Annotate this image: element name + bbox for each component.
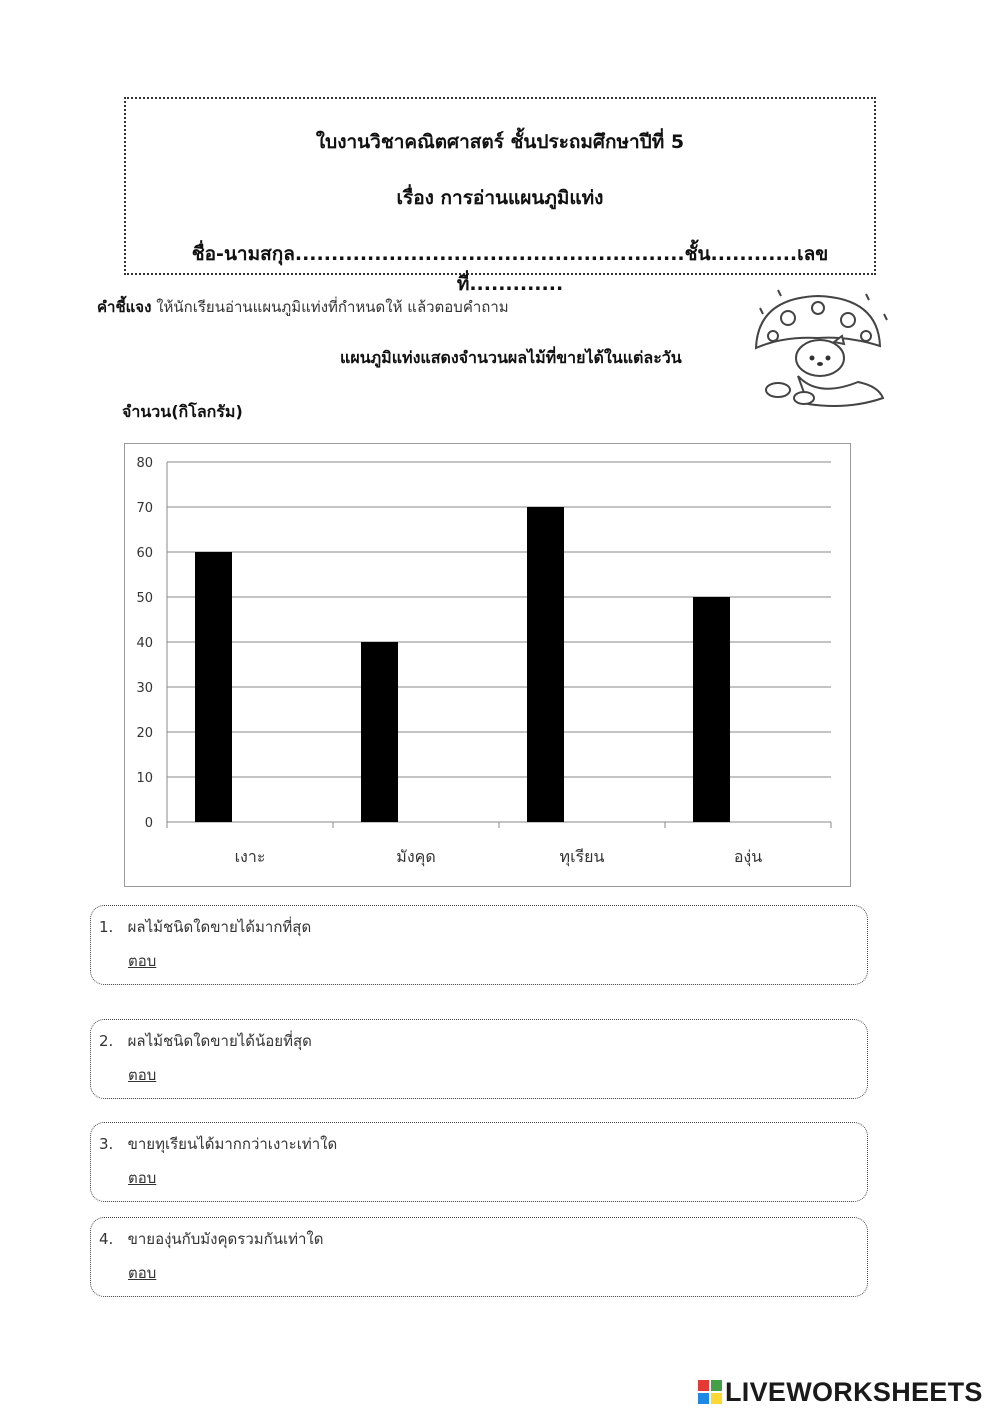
answer-label-4[interactable]: ตอบ (128, 1264, 157, 1282)
x-category-label: ทุเรียน (559, 847, 605, 866)
y-tick-label: 50 (136, 591, 153, 606)
bar-1 (195, 552, 232, 822)
bar-3 (527, 507, 564, 822)
worksheet-title: ใบงานวิชาคณิตศาสตร์ ชั้นประถมศึกษาปีที่ 5 (315, 131, 685, 153)
y-tick-label: 10 (136, 771, 153, 786)
x-category-label: มังคุด (396, 847, 436, 866)
liveworksheets-logo-icon (697, 1379, 723, 1405)
question-box-4 (90, 1217, 868, 1297)
y-tick-label: 70 (136, 501, 153, 516)
worksheet-subject: เรื่อง การอ่านแผนภูมิแท่ง (396, 187, 604, 209)
y-axis-title: จำนวน(กิโลกรัม) (122, 402, 243, 421)
question-3: 3. ขายทุเรียนได้มากกว่าเงาะเท่าใด (99, 1135, 338, 1153)
bar-2 (361, 642, 398, 822)
name-class-number-line: ชื่อ-นามสกุล......................................................ชั้น............เลขที่............. (191, 243, 829, 295)
header-box (124, 97, 876, 295)
answer-label-1[interactable]: ตอบ (128, 952, 157, 970)
instructions-text: ให้นักเรียนอ่านแผนภูมิแท่งที่กำหนดให้ แล้วตอบคำถาม (151, 298, 509, 316)
question-2: 2. ผลไม้ชนิดใดขายได้น้อยที่สุด (99, 1032, 312, 1050)
question-box-1 (90, 905, 868, 985)
y-tick-label: 0 (144, 816, 153, 831)
x-category-label: เงาะ (234, 847, 266, 866)
instructions-label: คำชี้แจง (97, 298, 152, 316)
question-box-3 (90, 1122, 868, 1202)
liveworksheets-logo (697, 1375, 983, 1409)
y-tick-label: 60 (136, 546, 153, 561)
answer-label-3[interactable]: ตอบ (128, 1169, 157, 1187)
question-4: 4. ขายองุ่นกับมังคุดรวมกันเท่าใด (99, 1230, 324, 1248)
question-1: 1. ผลไม้ชนิดใดขายได้มากที่สุด (99, 918, 312, 936)
answer-label-2[interactable]: ตอบ (128, 1066, 157, 1084)
x-category-label: องุ่น (733, 847, 763, 866)
y-tick-label: 40 (136, 636, 153, 651)
y-tick-label: 30 (136, 681, 153, 696)
y-tick-label: 20 (136, 726, 153, 741)
question-box-2 (90, 1019, 868, 1099)
y-tick-label: 80 (136, 456, 153, 471)
liveworksheets-logo-text: LIVEWORKSHEETS (725, 1376, 983, 1407)
bar-4 (693, 597, 730, 822)
kitty-mushroom-illustration (738, 278, 898, 413)
instructions (97, 295, 509, 319)
chart-title: แผนภูมิแท่งแสดงจำนวนผลไม้ที่ขายได้ในแต่ละวัน (340, 348, 682, 367)
bar-chart (124, 443, 851, 887)
